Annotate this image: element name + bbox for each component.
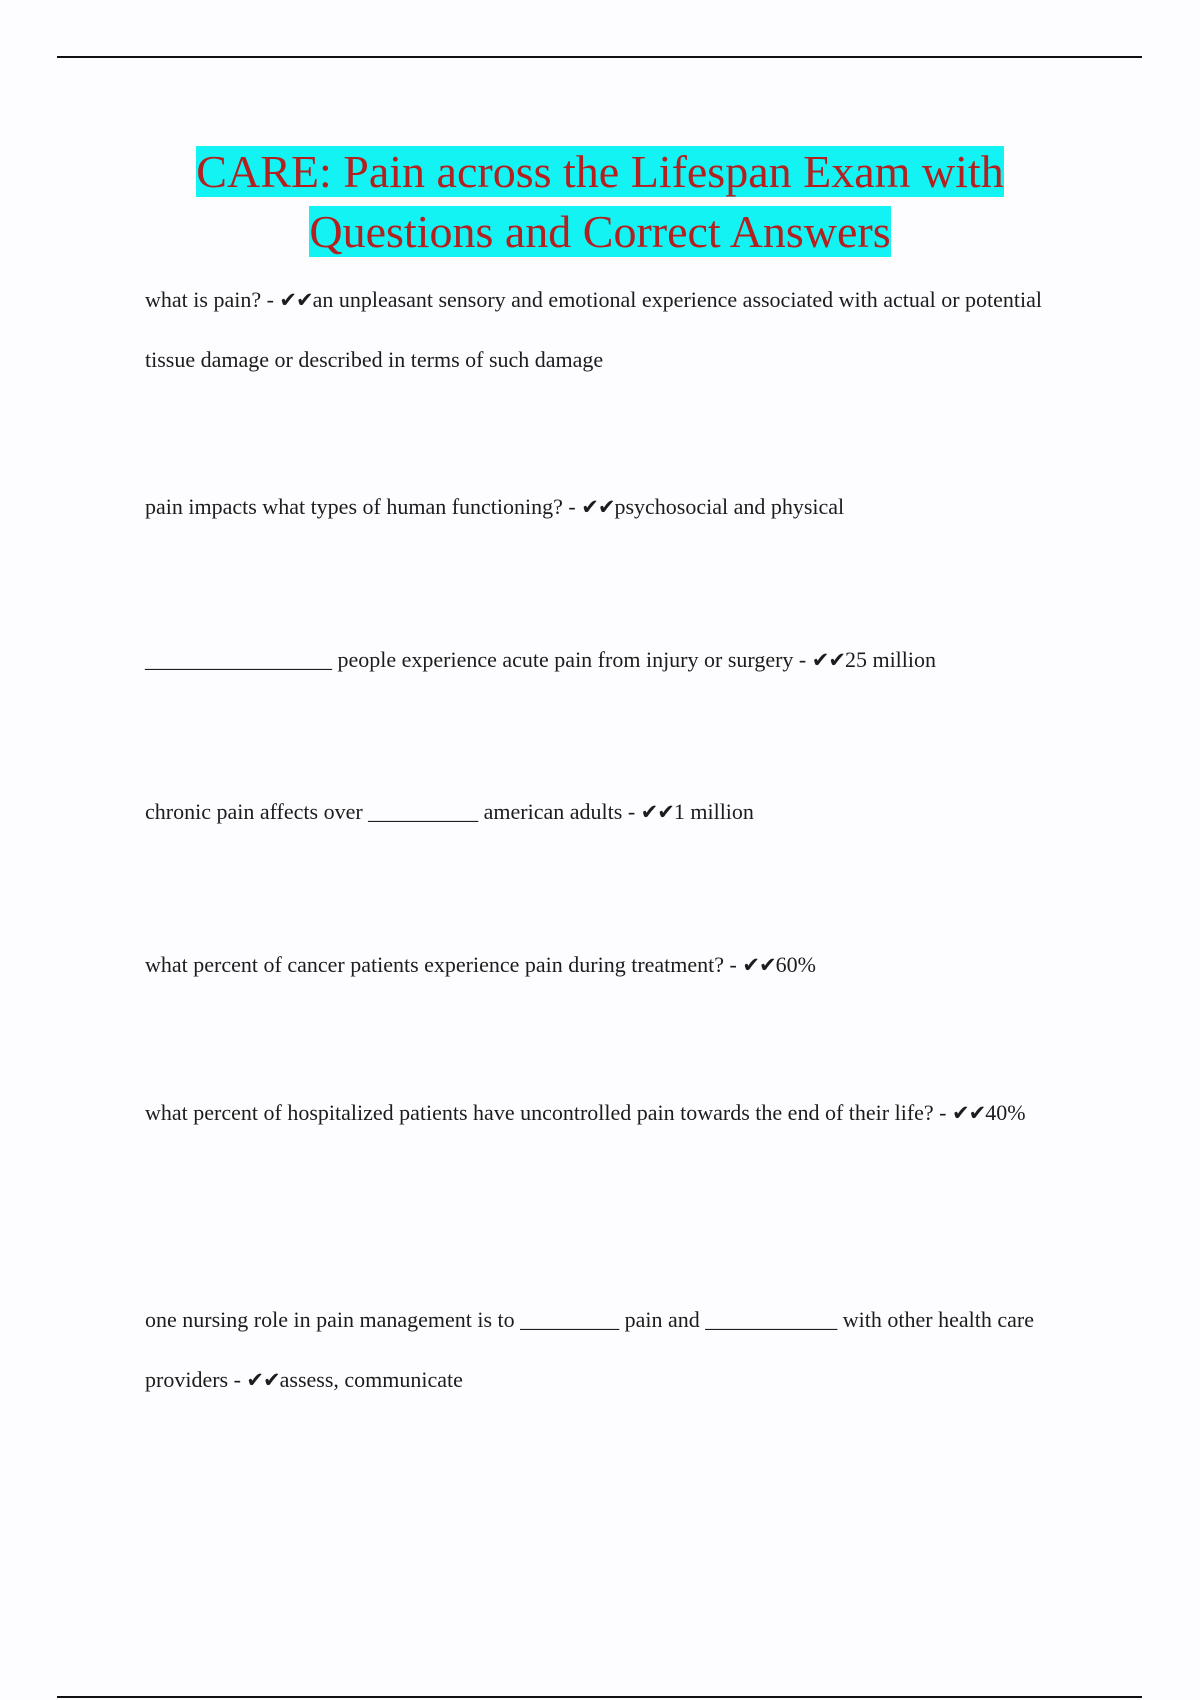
answer-text: 25 million [844,647,937,672]
double-check-icon: ✔✔ [811,648,845,672]
double-check-icon: ✔✔ [640,800,674,824]
answer-text: 1 million [673,799,754,824]
answer-text: an unpleasant sensory and emotional experience associated with actual or potential tissue damage or described in terms of such damage [145,287,1043,372]
qa-item [145,477,1075,537]
qa-item [145,630,1075,690]
qa-item [145,935,1075,995]
question-text: chronic pain affects over __________ american adults - [145,799,641,824]
document-title [0,142,1200,262]
qa-item [145,782,1075,842]
bottom-rule [57,1696,1142,1698]
qa-item [145,270,1075,390]
answer-text: 40% [985,1100,1026,1125]
double-check-icon: ✔✔ [581,495,615,519]
double-check-icon: ✔✔ [279,288,313,312]
double-check-icon: ✔✔ [952,1101,986,1125]
question-text: pain impacts what types of human functioning? - [145,494,582,519]
qa-item [145,1083,1075,1143]
title-line-2: Questions and Correct Answers [309,206,891,257]
answer-text: assess, communicate [279,1367,463,1392]
top-rule [57,56,1142,58]
double-check-icon: ✔✔ [246,1368,280,1392]
double-check-icon: ✔✔ [742,953,776,977]
question-text: one nursing role in pain management is to _________ pain and ____________ with other health care providers - [145,1307,1034,1392]
question-text: what percent of hospitalized patients have uncontrolled pain towards the end of their life? - [145,1100,952,1125]
answer-text: 60% [775,952,816,977]
question-text: what percent of cancer patients experience pain during treatment? - [145,952,743,977]
question-text: what is pain? - [145,287,280,312]
answer-text: psychosocial and physical [614,494,845,519]
question-text: _________________ people experience acute pain from injury or surgery - [145,647,812,672]
title-line-1: CARE: Pain across the Lifespan Exam with [196,146,1004,197]
qa-item [145,1290,1075,1410]
